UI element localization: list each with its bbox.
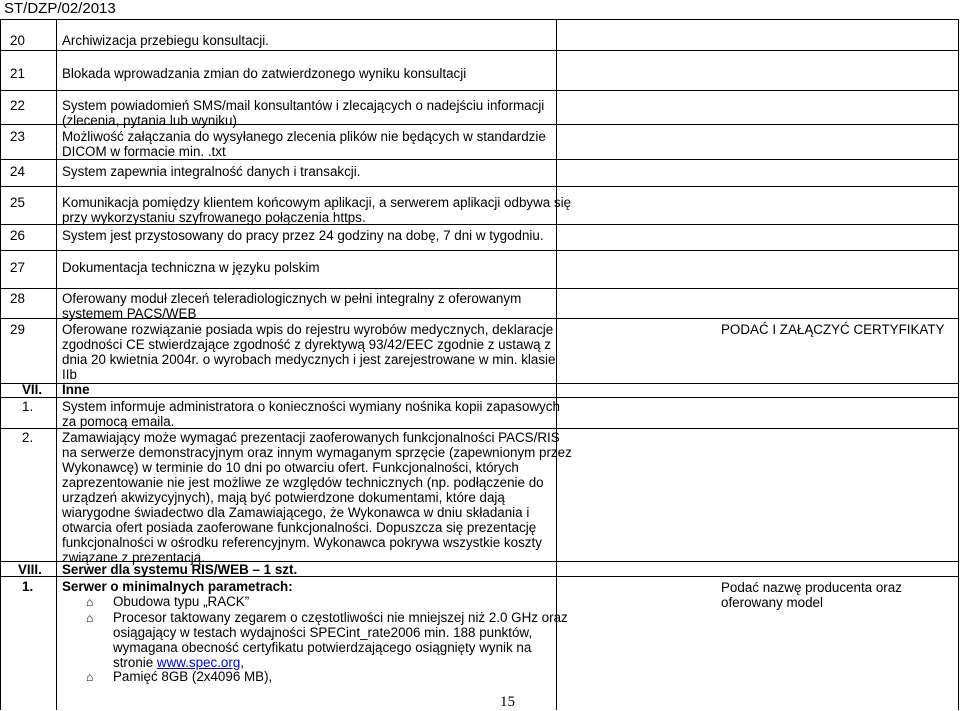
row-text: systemem PACS/WEB: [62, 306, 197, 321]
section-title: Inne: [62, 382, 90, 397]
row-text: Serwer o minimalnych parametrach:: [62, 579, 293, 594]
row-line: [0, 383, 958, 384]
row-text: System informuje administratora o konieczności wymiany nośnika kopii zapasowych: [62, 399, 560, 414]
row-text: DICOM w formacie min. .txt: [62, 144, 226, 159]
row-text: przy wykorzystaniu szyfrowanego połączenia https.: [62, 210, 366, 225]
bullet-icon: ⌂: [86, 611, 94, 625]
row-line: [0, 288, 958, 289]
bullet-text: osiągający w testach wydajności SPECint_rate2006 min. 188 punktów,: [113, 625, 533, 640]
row-line: [0, 19, 958, 20]
row-text: Zamawiający może wymagać prezentacji zaoferowanych funkcjonalności PACS/RIS: [62, 430, 560, 445]
row-number: 28: [10, 291, 25, 306]
row-number: 27: [10, 260, 25, 275]
row-text: System jest przystosowany do pracy przez 24 godziny na dobę, 7 dni w tygodniu.: [62, 228, 544, 243]
row-number: 29: [10, 322, 25, 337]
row-text: urządzeń akwizycyjnych), mają być potwierdzone dokumentami, które dają: [62, 490, 505, 505]
row-number: 24: [10, 164, 25, 179]
page-number: 15: [500, 694, 515, 710]
row-number: 2.: [22, 430, 34, 445]
link-prefix: stronie: [113, 655, 157, 670]
spec-org-link[interactable]: www.spec.org: [156, 655, 241, 670]
row-text: IIb: [62, 367, 77, 382]
row-text: Wykonawcę) w terminie do 10 dni po otwarciu ofert. Funkcjonalności, których: [62, 460, 519, 475]
table-border-right: [958, 19, 959, 710]
table-col-divider-2: [556, 19, 557, 710]
row-text: Możliwość załączania do wysyłanego zlecenia plików nie będących w standardzie: [62, 129, 546, 144]
row-text: System zapewnia integralność danych i transakcji.: [62, 164, 361, 179]
row-note: Podać nazwę producenta oraz: [721, 580, 902, 595]
row-text: zgodności CE stwierdzające zgodność z dyrektywą 93/42/EEC zgodnie z ustawą z: [62, 337, 552, 352]
row-number: 22: [10, 98, 25, 113]
row-line: [0, 397, 958, 398]
row-text: związane z prezentacją.: [62, 550, 205, 565]
row-line: [0, 186, 958, 187]
row-number: 23: [10, 129, 25, 144]
bullet-text: Procesor taktowany zegarem o częstotliwości nie mniejszej niż 2.0 GHz oraz: [113, 610, 568, 625]
table-border-left: [0, 19, 1, 710]
bullet-text: Obudowa typu „RACK”: [113, 594, 250, 609]
bullet-icon: ⌂: [86, 670, 94, 684]
document-code: ST/DZP/02/2013: [4, 0, 116, 17]
row-text: Archiwizacja przebiegu konsultacji.: [62, 33, 269, 48]
row-number: 20: [10, 33, 25, 48]
row-number: 26: [10, 228, 25, 243]
row-line: [0, 50, 958, 51]
section-number: VIII.: [18, 562, 42, 577]
table-col-divider-1: [56, 19, 57, 710]
row-text: wiarygodne świadectwo dla Zamawiającego, że Wykonawca w dniu składania i: [62, 505, 530, 520]
row-text: za pomocą emaila.: [62, 414, 175, 429]
row-line: [0, 250, 958, 251]
row-number: 25: [10, 195, 25, 210]
row-text: na serwerze demonstracyjnym oraz innym wymaganym sprzęcie (zapewnionym przez: [62, 445, 572, 460]
section-title: Serwer dla systemu RIS/WEB – 1 szt.: [62, 562, 298, 577]
row-line: [0, 90, 958, 91]
bullet-text: Pamięć 8GB (2x4096 MB),: [113, 669, 273, 684]
row-text: System powiadomień SMS/mail konsultantów i zlecających o nadejściu informacji: [62, 98, 545, 113]
row-number: 21: [10, 66, 25, 81]
row-text: otwarcia ofert posiada zaoferowane funkcjonalności. Dopuszcza się prezentację: [62, 520, 537, 535]
link-suffix: ,: [240, 655, 245, 670]
row-text: dnia 20 kwietnia 2004r. o wyrobach medycznych i jest zarejestrowane w min. klasie: [62, 352, 556, 367]
row-number: 1.: [22, 579, 34, 594]
row-note: PODAĆ I ZAŁĄCZYĆ CERTYFIKATY: [721, 322, 945, 337]
row-text: zaprezentowanie nie jest możliwe ze względów technicznych (np. podłączenie do: [62, 475, 544, 490]
row-text: (zlecenia, pytania lub wyniku): [62, 113, 237, 128]
row-text: Dokumentacja techniczna w języku polskim: [62, 260, 320, 275]
bullet-icon: ⌂: [86, 595, 94, 609]
row-text: funkcjonalności w ośrodku referencyjnym. Wykonawca pokrywa wszystkie koszty: [62, 535, 542, 550]
section-number: VII.: [22, 382, 43, 397]
row-number: 1.: [22, 399, 34, 414]
row-text: Blokada wprowadzania zmian do zatwierdzonego wyniku konsultacji: [62, 66, 467, 81]
row-text: Komunikacja pomiędzy klientem końcowym aplikacji, a serwerem aplikacji odbywa się: [62, 195, 572, 210]
row-note: oferowany model: [721, 595, 823, 610]
bullet-text: wymagana obecność certyfikatu potwierdzającego osiągnięty wynik na: [113, 640, 532, 655]
row-text: Oferowane rozwiązanie posiada wpis do rejestru wyrobów medycznych, deklaracje: [62, 322, 554, 337]
row-text: Oferowany moduł zleceń teleradiologicznych w pełni integralny z oferowanym: [62, 291, 522, 306]
